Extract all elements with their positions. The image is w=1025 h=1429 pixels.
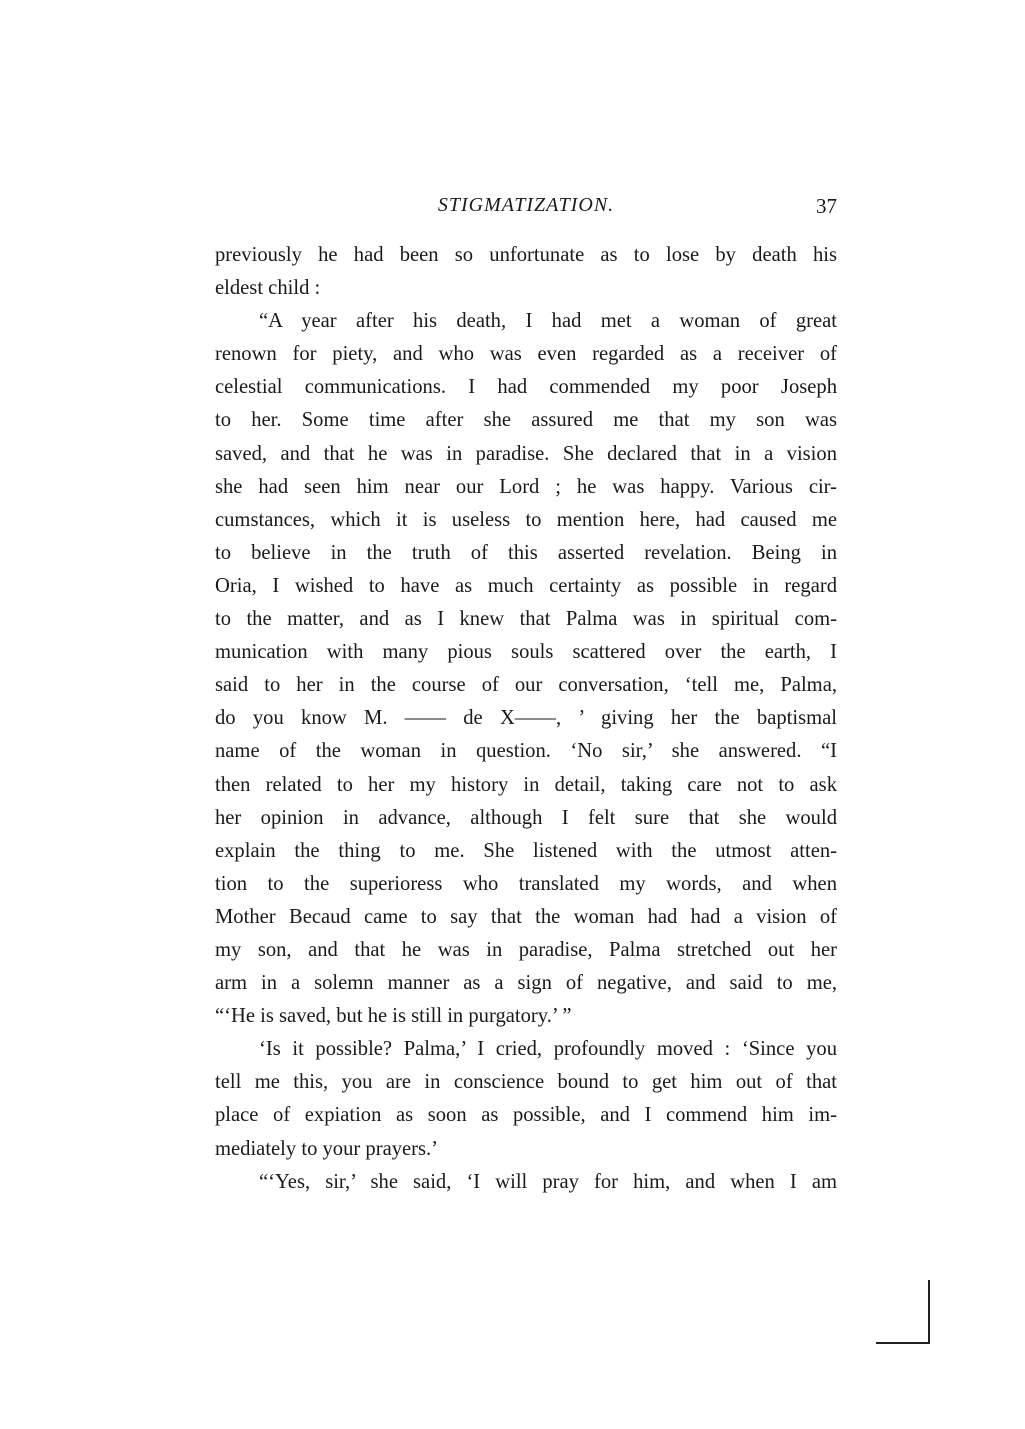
text-line: explain the thing to me. She listened with the utmost atten-: [215, 839, 837, 862]
text-line: my son, and that he was in paradise, Palma stretched out her: [215, 938, 837, 961]
text-line: place of expiation as soon as possible, and I commend him im-: [215, 1104, 837, 1127]
text-line: saved, and that he was in paradise. She declared that in a vision: [215, 442, 837, 465]
text-line: “‘He is saved, but he is still in purgatory.’ ”: [215, 1005, 572, 1028]
text-line: renown for piety, and who was even regarded as a receiver of: [215, 343, 837, 366]
text-line: “A year after his death, I had met a woman of great: [259, 310, 837, 333]
running-title: STIGMATIZATION.: [437, 194, 615, 216]
text-line: to believe in the truth of this asserted revelation. Being in: [215, 541, 837, 564]
text-line: cumstances, which it is useless to mention here, had caused me: [215, 508, 837, 531]
body-text: [215, 239, 837, 1199]
text-line: said to her in the course of our conversation, ‘tell me, Palma,: [215, 674, 837, 697]
text-line: arm in a solemn manner as a sign of negative, and said to me,: [215, 972, 837, 995]
text-line: celestial communications. I had commended my poor Joseph: [215, 376, 837, 399]
text-line: tion to the superioress who translated my words, and when: [215, 872, 837, 895]
text-line: eldest child :: [215, 277, 321, 300]
running-head: [215, 194, 837, 224]
page-number: 37: [816, 194, 837, 218]
text-line: mediately to your prayers.’: [215, 1137, 439, 1160]
text-line: Oria, I wished to have as much certainty as possible in regard: [215, 574, 837, 597]
corner-mark-vertical: [928, 1280, 930, 1344]
text-line: name of the woman in question. ‘No sir,’ she answered. “I: [215, 740, 837, 763]
text-line: do you know M. —— de X——, ’ giving her the baptismal: [215, 707, 837, 730]
text-line: her opinion in advance, although I felt sure that she would: [215, 806, 837, 829]
text-line: she had seen him near our Lord ; he was happy. Various cir-: [215, 475, 837, 498]
text-line: to the matter, and as I knew that Palma was in spiritual com-: [215, 608, 837, 631]
text-line: previously he had been so unfortunate as to lose by death his: [215, 244, 837, 266]
corner-mark-horizontal: [876, 1342, 930, 1344]
text-line: Mother Becaud came to say that the woman had had a vision of: [215, 905, 837, 928]
text-line: ‘Is it possible? Palma,’ I cried, profoundly moved : ‘Since you: [259, 1038, 837, 1061]
text-line: “‘Yes, sir,’ she said, ‘I will pray for him, and when I am: [259, 1170, 837, 1193]
text-line: tell me this, you are in conscience bound to get him out of that: [215, 1071, 837, 1094]
scan-corner-mark: [876, 1280, 930, 1344]
text-line: then related to her my history in detail, taking care not to ask: [215, 773, 837, 796]
text-line: munication with many pious souls scattered over the earth, I: [215, 641, 837, 664]
text-line: to her. Some time after she assured me that my son was: [215, 409, 837, 432]
